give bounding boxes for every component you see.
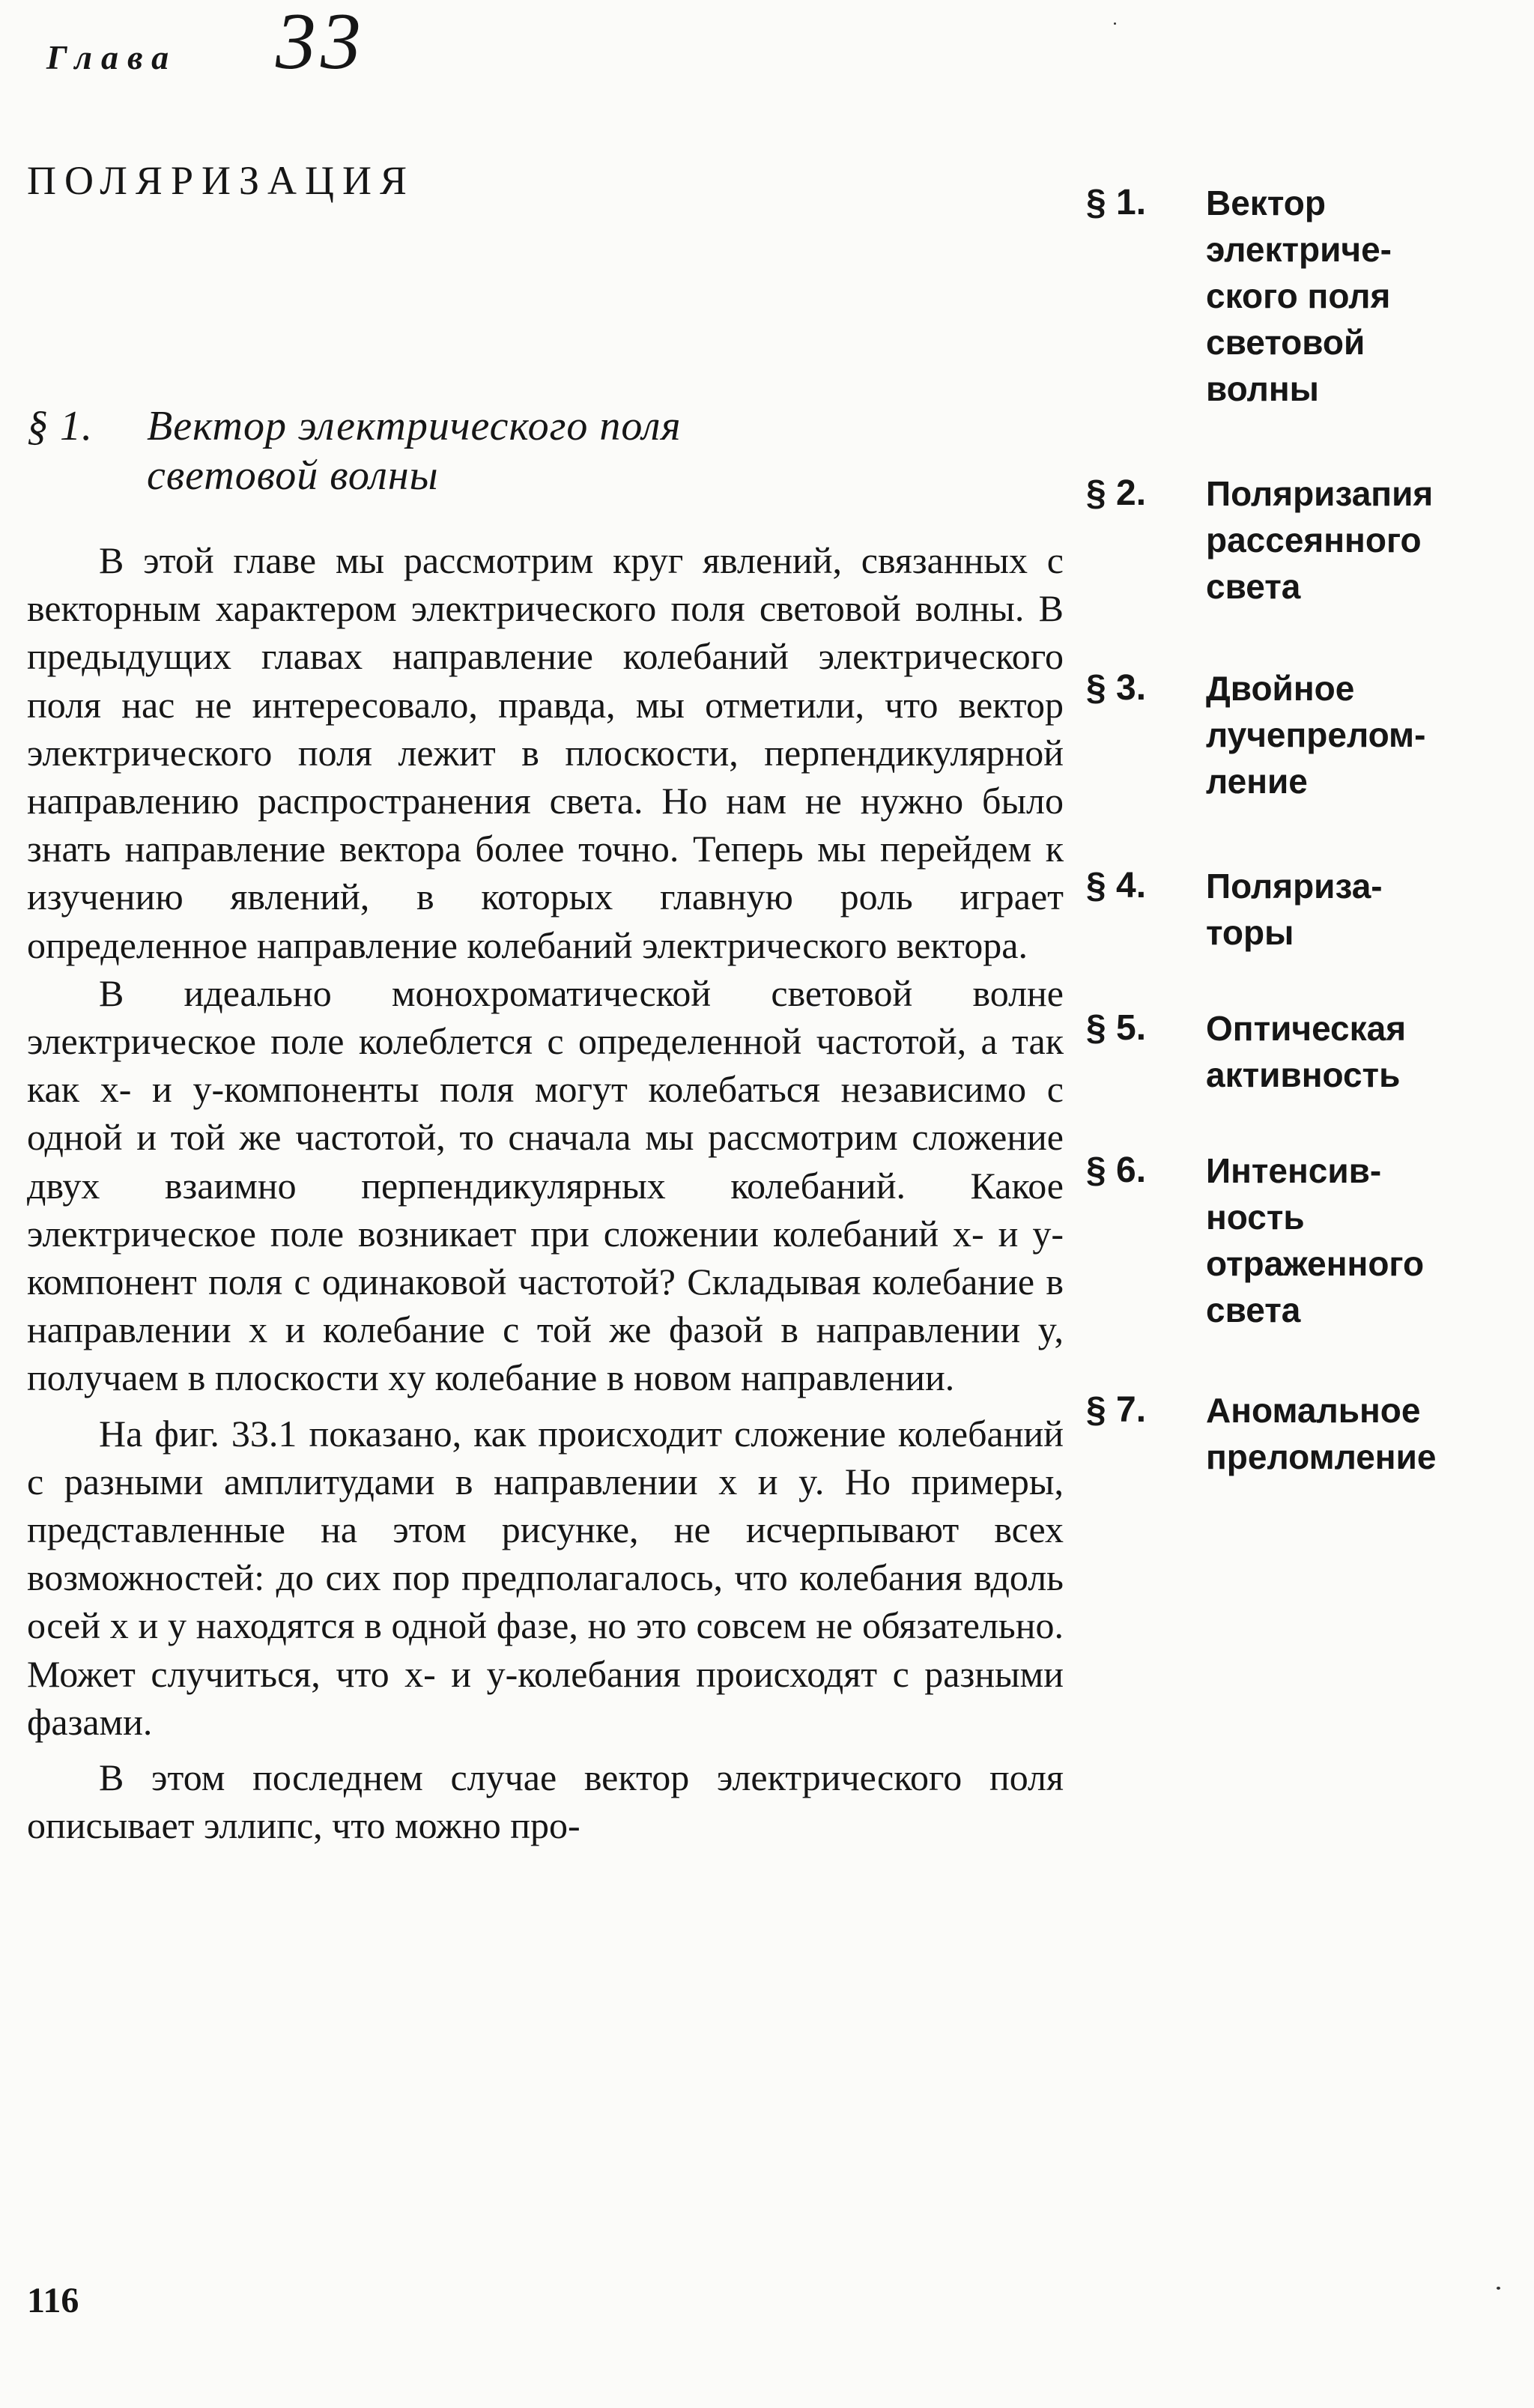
chapter-title: ПОЛЯРИЗАЦИЯ bbox=[27, 158, 416, 203]
paragraph-1: В этой главе мы рассмотрим круг явлений, связанных с векторным характером электрического поля световой волны. В предыдущих главах направление колебаний электрического поля нас не интересовало, правда, мы отметили, что вектор электрического поля лежит в плоскости, перпендикулярной направлению распространения света. Но нам не нужно было знать направление вектора более точно. Теперь мы перейдем к изучению явлений, в которых главную роль играет определенное направление колебаний электрического вектора. bbox=[27, 539, 1064, 966]
toc-item-title: Оптическая активность bbox=[1206, 1009, 1407, 1094]
paragraph-2: В идеально монохроматической световой волне электрическое поле колеблется с определенной частотой, а так как x- и y-компоненты поля могут колебаться независимо с одной и той же частотой, то сначала мы рассмотрим сложение двух взаимно перпендикулярных колебаний. Какое электрическое поле возникает при сложении колебаний x- и y-компонент поля с одинаковой частотой? Складывая колебание в направлении x и колебание с той же фазой в направлении y, получаем в плоскости xy колебание в новом направлении. bbox=[27, 971, 1064, 1399]
toc-item-number: § 1. bbox=[1086, 183, 1147, 222]
toc-item-title: Вектор электриче- ского поля световой волны bbox=[1206, 184, 1392, 408]
body-text bbox=[27, 536, 1064, 1849]
chapter-label: Глава bbox=[46, 38, 178, 76]
toc-item-title: Поляриза- торы bbox=[1206, 867, 1383, 952]
toc-item-title: Поляризапия рассеянного света bbox=[1206, 474, 1434, 606]
paragraph-4: В этом последнем случае вектор электрического поля описывает эллипс, что можно про- bbox=[27, 1756, 1064, 1847]
toc-item-number: § 2. bbox=[1086, 473, 1147, 513]
page-number: 116 bbox=[27, 2281, 79, 2320]
chapter-number: 33 bbox=[276, 0, 366, 86]
toc-item-number: § 7. bbox=[1086, 1390, 1147, 1430]
scan-speck bbox=[1497, 2287, 1500, 2290]
section-title-line-2: световой волны bbox=[147, 452, 439, 499]
toc-item-title: Интенсив- ность отраженного света bbox=[1206, 1151, 1425, 1329]
toc-item-title: Аномальное преломление bbox=[1206, 1391, 1437, 1476]
toc-item-title: Двойное лучепрелом- ление bbox=[1206, 669, 1426, 801]
section-number: § 1. bbox=[27, 403, 93, 449]
toc-item-number: § 3. bbox=[1086, 668, 1147, 708]
toc-item-number: § 4. bbox=[1086, 866, 1147, 906]
paragraph-3: На фиг. 33.1 показано, как происходит сложение колебаний с разными амплитудами в направлении x и y. Но примеры, представленные на этом рисунке, не исчерпывают всех возможностей: до сих пор предполагалось, что колебания вдоль осей x и y находятся в одной фазе, но это совсем не обязательно. Может случиться, что x- и y-колебания происходят с разными фазами. bbox=[27, 1412, 1064, 1743]
section-heading bbox=[27, 401, 1046, 500]
toc-item-number: § 5. bbox=[1086, 1008, 1147, 1048]
section-title-line-1: Вектор электрического поля bbox=[147, 403, 682, 449]
toc-item-number: § 6. bbox=[1086, 1150, 1147, 1190]
scan-speck bbox=[1114, 22, 1116, 25]
